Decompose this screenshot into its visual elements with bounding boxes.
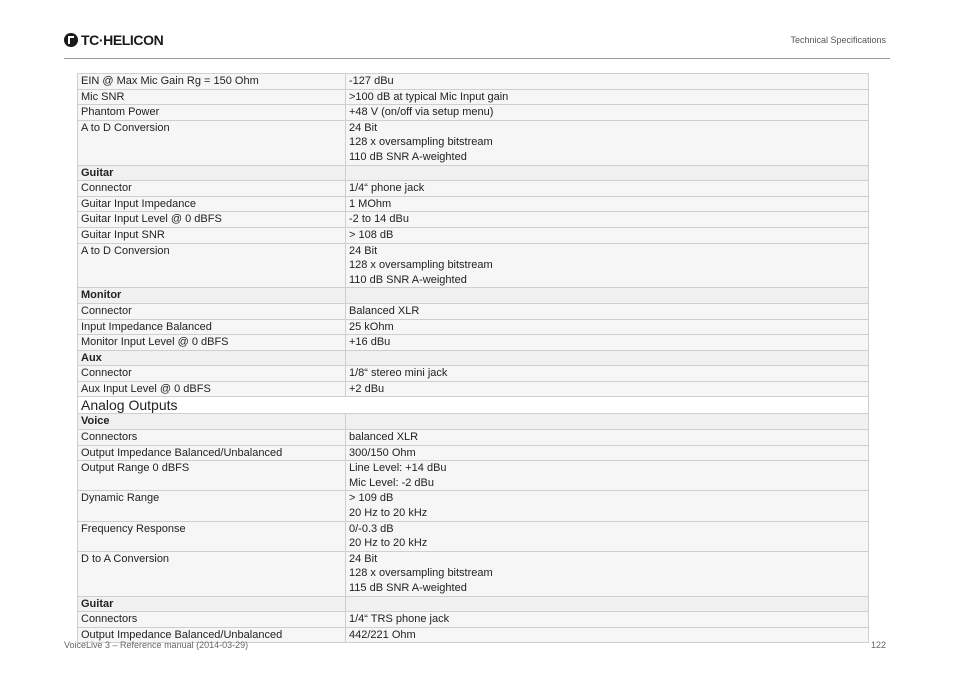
spec-label: Output Range 0 dBFS: [78, 461, 346, 491]
tc-helicon-logo: [64, 31, 163, 49]
spec-section-heading: Analog Outputs: [78, 397, 869, 414]
spec-value: [346, 521, 869, 551]
spec-value-line: 1/8“ stereo mini jack: [349, 367, 448, 380]
spec-group-empty-cell: [346, 596, 869, 612]
spec-label: Mic SNR: [78, 89, 346, 105]
spec-value: [346, 243, 869, 288]
spec-value-line: balanced XLR: [349, 431, 419, 444]
spec-value-line: 115 dB SNR A-weighted: [349, 582, 467, 594]
tc-helicon-logo-icon: [64, 33, 78, 47]
specifications-table: [77, 73, 869, 643]
spec-value-line: 24 Bit: [349, 121, 378, 134]
spec-value: [346, 227, 869, 243]
spec-label: Input Impedance Balanced: [78, 319, 346, 335]
spec-row: [78, 89, 869, 105]
spec-value: [346, 627, 869, 643]
spec-label: Monitor Input Level @ 0 dBFS: [78, 335, 346, 351]
spec-value-line: > 109 dB: [349, 492, 394, 505]
spec-value-line: +2 dBu: [349, 382, 385, 395]
spec-label: D to A Conversion: [78, 551, 346, 596]
spec-group-row: [78, 288, 869, 304]
spec-label: Output Impedance Balanced/Unbalanced: [78, 445, 346, 461]
spec-value-line: 1/4“ TRS phone jack: [349, 613, 450, 626]
spec-value: [346, 551, 869, 596]
spec-value-line: 1/4“ phone jack: [349, 182, 425, 195]
spec-label: Connector: [78, 303, 346, 319]
spec-row: [78, 227, 869, 243]
spec-label: Aux Input Level @ 0 dBFS: [78, 381, 346, 397]
spec-group-row: [78, 596, 869, 612]
footer-manual-title: VoiceLive 3 – Reference manual (2014-03-29): [64, 640, 249, 650]
spec-row: [78, 491, 869, 521]
spec-value-line: > 108 dB: [349, 228, 394, 241]
spec-value: [346, 335, 869, 351]
spec-value: [346, 120, 869, 165]
section-title: Technical Specifications: [790, 35, 886, 45]
spec-row: [78, 74, 869, 90]
spec-value-line: 25 kOhm: [349, 320, 394, 333]
spec-group-label: Voice: [78, 414, 346, 430]
spec-value-line: 110 dB SNR A-weighted: [349, 273, 467, 286]
spec-group-row: [78, 350, 869, 366]
page-number: 122: [870, 640, 886, 650]
logo-text: TC·HELICON: [81, 32, 164, 48]
spec-value: [346, 105, 869, 121]
spec-value: [346, 366, 869, 382]
spec-row: [78, 381, 869, 397]
spec-value-line: 300/150 Ohm: [349, 446, 416, 459]
spec-row: [78, 105, 869, 121]
spec-value: [346, 445, 869, 461]
spec-label: A to D Conversion: [78, 120, 346, 165]
spec-row: [78, 196, 869, 212]
spec-label: Connector: [78, 366, 346, 382]
spec-group-row: [78, 414, 869, 430]
spec-value: [346, 181, 869, 197]
spec-group-label: Monitor: [78, 288, 346, 304]
spec-value: [346, 612, 869, 628]
spec-label: Guitar Input Level @ 0 dBFS: [78, 212, 346, 228]
spec-row: [78, 521, 869, 551]
spec-label: Connectors: [78, 612, 346, 628]
spec-label: EIN @ Max Mic Gain Rg = 150 Ohm: [78, 74, 346, 90]
spec-value-line: 110 dB SNR A-weighted: [349, 150, 467, 163]
spec-row: [78, 212, 869, 228]
spec-value-line: 128 x oversampling bitstream: [349, 567, 493, 580]
spec-value: [346, 461, 869, 491]
spec-row: [78, 120, 869, 165]
spec-row: [78, 612, 869, 628]
spec-value: [346, 381, 869, 397]
spec-group-empty-cell: [346, 414, 869, 430]
spec-label: Output Impedance Balanced/Unbalanced: [78, 627, 346, 643]
spec-value: [346, 491, 869, 521]
spec-value: [346, 212, 869, 228]
spec-value-line: Balanced XLR: [349, 304, 420, 317]
spec-group-label: Guitar: [78, 165, 346, 181]
spec-value-line: Mic Level: -2 dBu: [349, 476, 434, 489]
spec-label: Connectors: [78, 430, 346, 446]
spec-value: [346, 196, 869, 212]
spec-section-heading-row: [78, 397, 869, 414]
spec-value-line: 1 MOhm: [349, 197, 392, 210]
spec-row: [78, 366, 869, 382]
spec-row: [78, 461, 869, 491]
spec-value: [346, 303, 869, 319]
spec-label: Guitar Input SNR: [78, 227, 346, 243]
spec-value-line: 442/221 Ohm: [349, 628, 416, 641]
spec-label: Guitar Input Impedance: [78, 196, 346, 212]
spec-group-row: [78, 165, 869, 181]
spec-value-line: Line Level: +14 dBu: [349, 462, 447, 475]
spec-label: Dynamic Range: [78, 491, 346, 521]
spec-group-empty-cell: [346, 165, 869, 181]
spec-value: [346, 319, 869, 335]
spec-group-empty-cell: [346, 350, 869, 366]
page-header: [0, 0, 954, 60]
spec-label: A to D Conversion: [78, 243, 346, 288]
spec-value-line: 128 x oversampling bitstream: [349, 259, 493, 272]
spec-value-line: +16 dBu: [349, 336, 391, 349]
spec-group-label: Aux: [78, 350, 346, 366]
spec-group-empty-cell: [346, 288, 869, 304]
spec-row: [78, 181, 869, 197]
spec-label: Connector: [78, 181, 346, 197]
spec-value-line: 20 Hz to 20 kHz: [349, 537, 428, 550]
spec-row: [78, 243, 869, 288]
spec-row: [78, 319, 869, 335]
spec-value: [346, 74, 869, 90]
spec-group-label: Guitar: [78, 596, 346, 612]
header-divider: [64, 58, 890, 59]
spec-value-line: 0/-0.3 dB: [349, 522, 394, 535]
spec-row: [78, 551, 869, 596]
spec-value: [346, 89, 869, 105]
spec-value: [346, 430, 869, 446]
spec-value-line: -127 dBu: [349, 75, 394, 87]
spec-value-line: -2 to 14 dBu: [349, 213, 409, 226]
spec-row: [78, 303, 869, 319]
spec-value-line: 20 Hz to 20 kHz: [349, 507, 428, 520]
spec-row: [78, 335, 869, 351]
spec-value-line: 24 Bit: [349, 552, 378, 565]
spec-value-line: 128 x oversampling bitstream: [349, 136, 493, 149]
spec-row: [78, 445, 869, 461]
spec-value-line: 24 Bit: [349, 244, 378, 257]
spec-value-line: +48 V (on/off via setup menu): [349, 106, 494, 119]
spec-value-line: >100 dB at typical Mic Input gain: [349, 90, 509, 103]
spec-label: Frequency Response: [78, 521, 346, 551]
spec-row: [78, 430, 869, 446]
spec-label: Phantom Power: [78, 105, 346, 121]
